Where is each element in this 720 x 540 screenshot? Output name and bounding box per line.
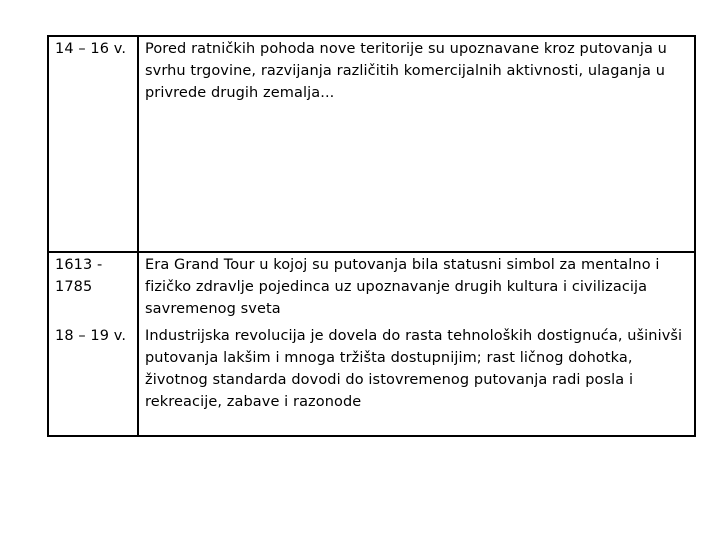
description-cell: Pored ratničkih pohoda nove teritorije su upoznavane kroz putovanja u svrhu trgovine, razvijanja različitih komercijalnih aktivnosti, ulaganja u privrede drugih zemalja... — [138, 36, 695, 252]
description-cell: Industrijska revolucija je dovela do rasta tehnoloških dostignuća, ušinivši putovanja lakšim i mnoga tržišta dostupnijim; rast ličnog dohotka, životnog standarda dovodi do istovremenog putovanja radi posla i rekreacije, zabave i razonode — [138, 324, 695, 436]
period-cell: 14 – 16 v. — [48, 36, 138, 252]
description-cell: Era Grand Tour u kojoj su putovanja bila statusni simbol za mentalno i fizičko zdravlje pojedinca uz upoznavanje drugih kultura i civilizacija savremenog sveta — [138, 252, 695, 324]
history-timeline-table — [47, 35, 696, 437]
period-cell: 1613 - 1785 — [48, 252, 138, 324]
table-row — [48, 324, 695, 436]
table-row — [48, 36, 695, 252]
period-cell: 18 – 19 v. — [48, 324, 138, 436]
table-row — [48, 252, 695, 324]
